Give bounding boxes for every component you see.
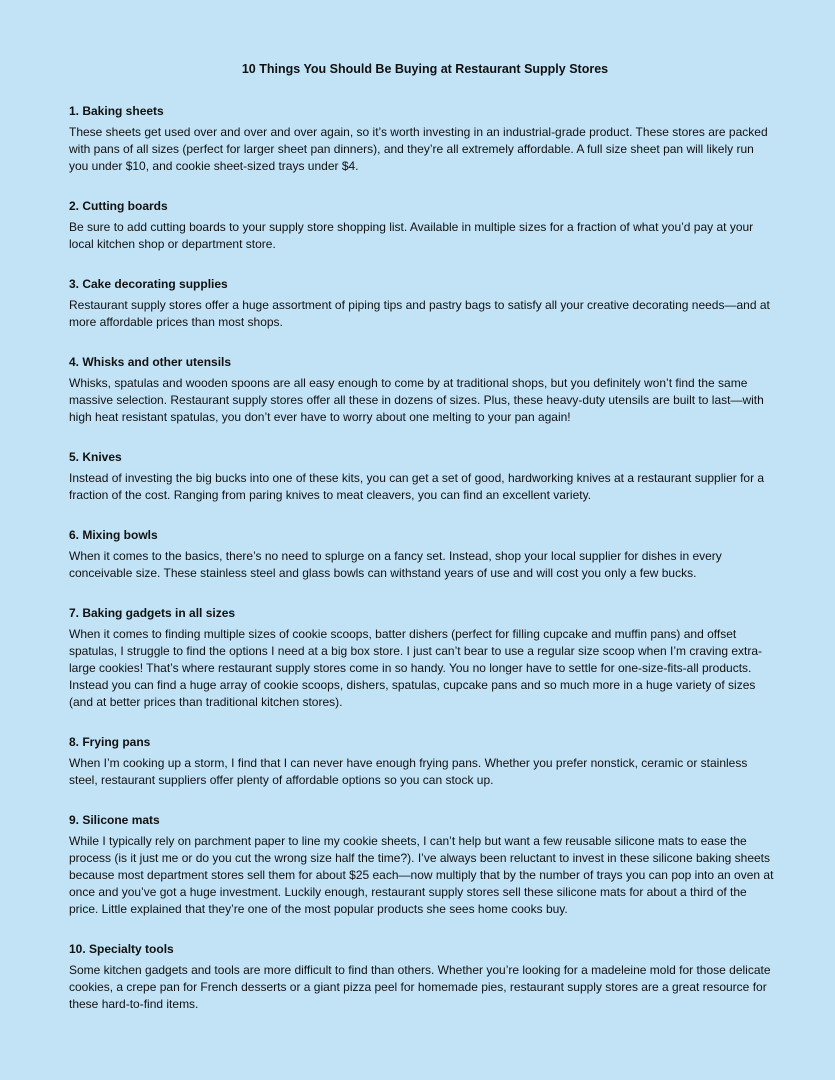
section-heading: 6. Mixing bowls [69, 528, 158, 542]
section-body: When I’m cooking up a storm, I find that I can never have enough frying pans. Whether you prefer nonstick, ceramic or stainless steel, restaurant suppliers offer plenty of affordable options so you can stock up. [69, 756, 748, 787]
document-title: 10 Things You Should Be Buying at Restaurant Supply Stores [241, 62, 609, 76]
section-body: These sheets get used over and over and over again, so it’s worth investing in an industrial-grade product. These stores are packed with pans of all sizes (perfect for larger sheet pan dinners), and they’re all extremely affordable. A full size sheet pan will likely run you under $10, and cookie sheet-sized trays under $4. [69, 125, 768, 173]
section-body: When it comes to the basics, there’s no need to splurge on a fancy set. Instead, shop your local supplier for dishes in every conceivable size. These stainless steel and glass bowls can withstand years of use and will cost you only a few bucks. [69, 549, 722, 580]
section-mixing-bowls [69, 527, 775, 582]
section-heading: 4. Whisks and other utensils [69, 355, 232, 369]
section-baking-sheets [69, 103, 775, 175]
section-whisks-and-utensils [69, 354, 775, 426]
section-body: While I typically rely on parchment paper to line my cookie sheets, I can’t help but want a few reusable silicone mats to ease the process (is it just me or do you cut the wrong size half the time?). I’ve always been reluctant to invest in these silicone baking sheets because most department stores sell them for about $25 each—now multiply that by the number of trays you can pop into an oven at once and you’ve got a huge investment. Luckily enough, restaurant supply stores sell these silicone mats for about a third of the price. Little explained that they’re one of the most popular products she sees home cooks buy. [69, 834, 774, 916]
section-body: Instead of investing the big bucks into one of these kits, you can get a set of good, hardworking knives at a restaurant supplier for a fraction of the cost. Ranging from paring knives to meat cleavers, you can find an excellent variety. [69, 471, 765, 502]
section-cake-decorating-supplies [69, 276, 775, 331]
section-cutting-boards [69, 198, 775, 253]
section-frying-pans [69, 734, 775, 789]
section-body: Restaurant supply stores offer a huge assortment of piping tips and pastry bags to satisfy all your creative decorating needs—and at more affordable prices than most shops. [69, 298, 770, 329]
section-body: Be sure to add cutting boards to your supply store shopping list. Available in multiple sizes for a fraction of what you’d pay at your local kitchen shop or department store. [69, 220, 754, 251]
section-heading: 7. Baking gadgets in all sizes [69, 606, 236, 620]
section-knives [69, 449, 775, 504]
section-heading: 3. Cake decorating supplies [69, 277, 228, 291]
section-heading: 8. Frying pans [69, 735, 151, 749]
section-baking-gadgets [69, 605, 775, 711]
section-body: Whisks, spatulas and wooden spoons are all easy enough to come by at traditional shops, but you definitely won’t find the same massive selection. Restaurant supply stores offer all these in dozens of sizes. Plus, these heavy-duty utensils are built to last—with high heat resistant spatulas, you don’t ever have to worry about one melting to your pan again! [69, 376, 764, 424]
section-heading: 1. Baking sheets [69, 104, 164, 118]
section-heading: 2. Cutting boards [69, 199, 168, 213]
section-heading: 9. Silicone mats [69, 813, 160, 827]
section-specialty-tools [69, 941, 775, 1013]
section-body: Some kitchen gadgets and tools are more difficult to find than others. Whether you’re looking for a madeleine mold for those delicate cookies, a crepe pan for French desserts or a giant pizza peel for homemade pies, restaurant supply stores are a great resource for these hard-to-find items. [69, 963, 771, 1011]
section-silicone-mats [69, 812, 775, 918]
section-heading: 5. Knives [69, 450, 122, 464]
section-body: When it comes to finding multiple sizes of cookie scoops, batter dishers (perfect for filling cupcake and muffin pans) and offset spatulas, I struggle to find the options I need at a big box store. I just can’t bear to use a regular size scoop when I’m craving extra-large cookies! That’s where restaurant supply stores come in so handy. You no longer have to settle for one-size-fits-all products. Instead you can find a huge array of cookie scoops, dishers, spatulas, cupcake pans and so much more in a huge variety of sizes (and at better prices than traditional kitchen stores). [69, 627, 763, 709]
section-heading: 10. Specialty tools [69, 942, 174, 956]
